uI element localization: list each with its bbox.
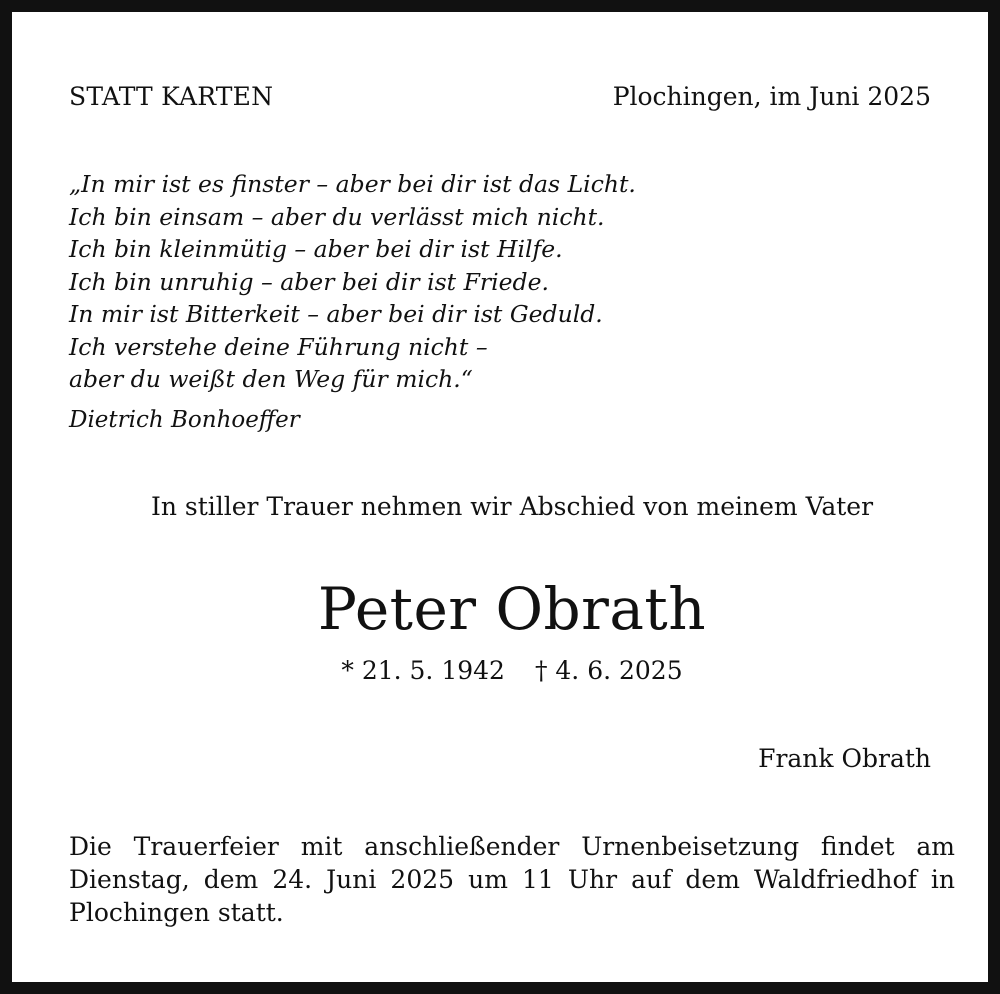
quote-line: Ich verstehe deine Führung nicht – — [69, 332, 488, 361]
service-line: Dienstag, dem 24. Juni 2025 um 11 Uhr auf dem Waldfriedhof in — [69, 865, 955, 894]
life-dates — [12, 656, 1000, 685]
quote — [69, 168, 636, 396]
quote-line: Ich bin kleinmütig – aber bei dir ist Hilfe. — [69, 235, 563, 263]
deceased-name: Peter Obrath — [317, 575, 707, 643]
place-date: Plochingen, im Juni 2025 — [612, 82, 931, 111]
service-info — [69, 830, 955, 929]
intro-text: In stiller Trauer nehmen wir Abschied von meinem Vater — [150, 492, 874, 521]
quote-line: Ich bin einsam – aber du verlässt mich nicht. — [69, 202, 605, 231]
header-note: STATT KARTEN — [69, 82, 274, 111]
quote-line: In mir ist Bitterkeit – aber bei dir ist Geduld. — [69, 300, 603, 328]
quote-line: „In mir ist es finster – aber bei dir ist das Licht. — [69, 170, 636, 198]
birth-date: * 21. 5. 1942 — [341, 656, 505, 685]
death-date: † 4. 6. 2025 — [534, 656, 683, 685]
quote-author: Dietrich Bonhoeffer — [69, 407, 300, 433]
service-line: Die Trauerfeier mit anschließender Urnenbeisetzung findet am — [69, 832, 955, 861]
quote-line: aber du weißt den Weg für mich.“ — [69, 365, 473, 393]
service-line: Plochingen statt. — [69, 898, 284, 927]
mourner-name: Frank Obrath — [758, 744, 931, 773]
quote-line: Ich bin unruhig – aber bei dir ist Friede. — [69, 267, 549, 296]
